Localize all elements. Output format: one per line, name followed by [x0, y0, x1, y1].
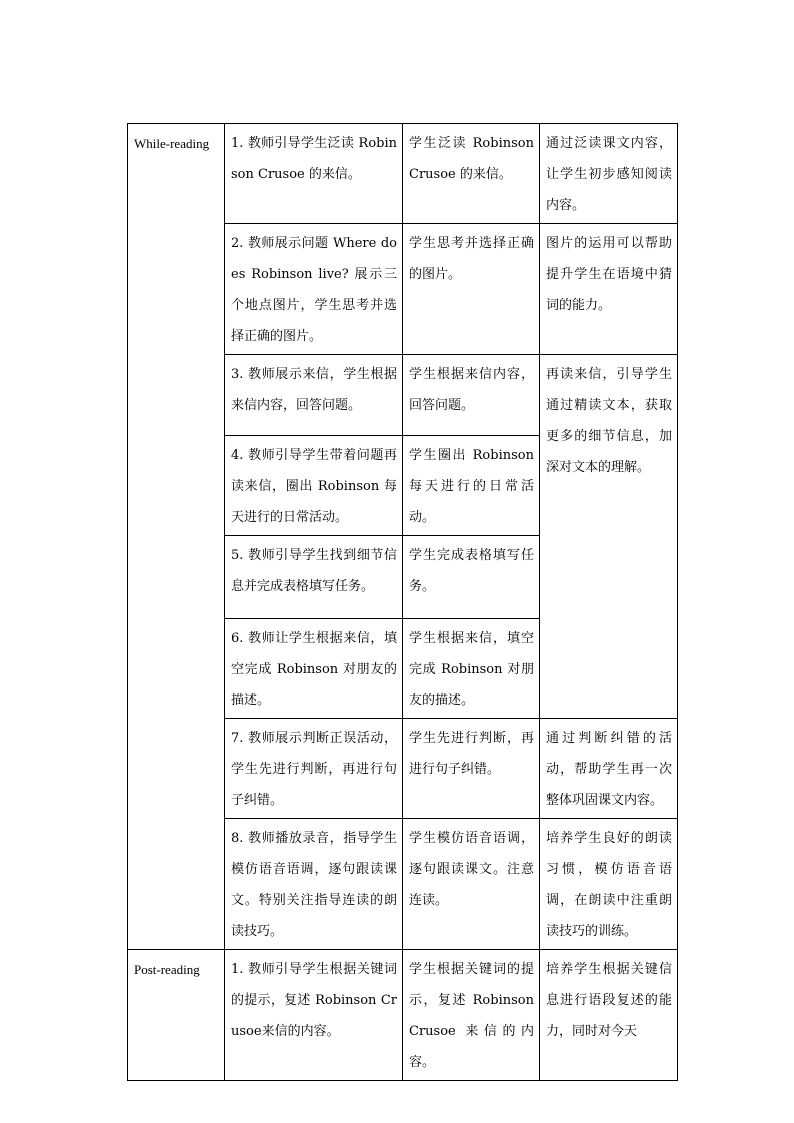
purpose-cell: 图片的运用可以帮助提升学生在语境中猜词的能力。: [540, 224, 678, 355]
teacher-activity-cell: 5. 教师引导学生找到细节信息并完成表格填写任务。: [225, 536, 403, 619]
teacher-activity-cell: 1. 教师引导学生泛读 Robinson Crusoe 的来信。: [225, 124, 403, 224]
student-activity-cell: 学生思考并选择正确的图片。: [403, 224, 540, 355]
teacher-activity-cell: 3. 教师展示来信，学生根据来信内容，回答问题。: [225, 355, 403, 436]
student-activity-cell: 学生根据来信内容，回答问题。: [403, 355, 540, 436]
teacher-activity-cell: 8. 教师播放录音，指导学生模仿语音语调，逐句跟读课文。特别关注指导连读的朗读技巧。: [225, 819, 403, 950]
stage-cell-while-reading: While-reading: [128, 124, 225, 950]
table-row: [128, 950, 678, 1081]
lesson-plan-table: [127, 123, 678, 1081]
teacher-activity-cell: 1. 教师引导学生根据关键词的提示，复述 Robinson Crusoe来信的内容。: [225, 950, 403, 1081]
purpose-cell: 培养学生根据关键信息进行语段复述的能力，同时对今天: [540, 950, 678, 1081]
student-activity-cell: 学生根据来信，填空完成 Robinson 对朋友的描述。: [403, 619, 540, 719]
student-activity-cell: 学生先进行判断，再进行句子纠错。: [403, 719, 540, 819]
student-activity-cell: 学生圈出 Robinson 每天进行的日常活动。: [403, 436, 540, 536]
purpose-cell: 培养学生良好的朗读习惯，模仿语音语调，在朗读中注重朗读技巧的训练。: [540, 819, 678, 950]
student-activity-cell: 学生完成表格填写任务。: [403, 536, 540, 619]
teacher-activity-cell: 2. 教师展示问题 Where does Robinson live? 展示三个地点图片，学生思考并选择正确的图片。: [225, 224, 403, 355]
teacher-activity-cell: 6. 教师让学生根据来信，填空完成 Robinson 对朋友的描述。: [225, 619, 403, 719]
table-row: [128, 124, 678, 224]
student-activity-cell: 学生泛读 Robinson Crusoe 的来信。: [403, 124, 540, 224]
purpose-cell: 通过判断纠错的活动，帮助学生再一次整体巩固课文内容。: [540, 719, 678, 819]
student-activity-cell: 学生根据关键词的提示，复述 Robinson Crusoe 来信的内容。: [403, 950, 540, 1081]
student-activity-cell: 学生模仿语音语调，逐句跟读课文。注意连读。: [403, 819, 540, 950]
teacher-activity-cell: 7. 教师展示判断正误活动，学生先进行判断，再进行句子纠错。: [225, 719, 403, 819]
purpose-cell: 通过泛读课文内容，让学生初步感知阅读内容。: [540, 124, 678, 224]
stage-cell-post-reading: Post-reading: [128, 950, 225, 1081]
purpose-cell: 再读来信，引导学生通过精读文本，获取更多的细节信息，加深对文本的理解。: [540, 355, 678, 719]
teacher-activity-cell: 4. 教师引导学生带着问题再读来信，圈出 Robinson 每天进行的日常活动。: [225, 436, 403, 536]
